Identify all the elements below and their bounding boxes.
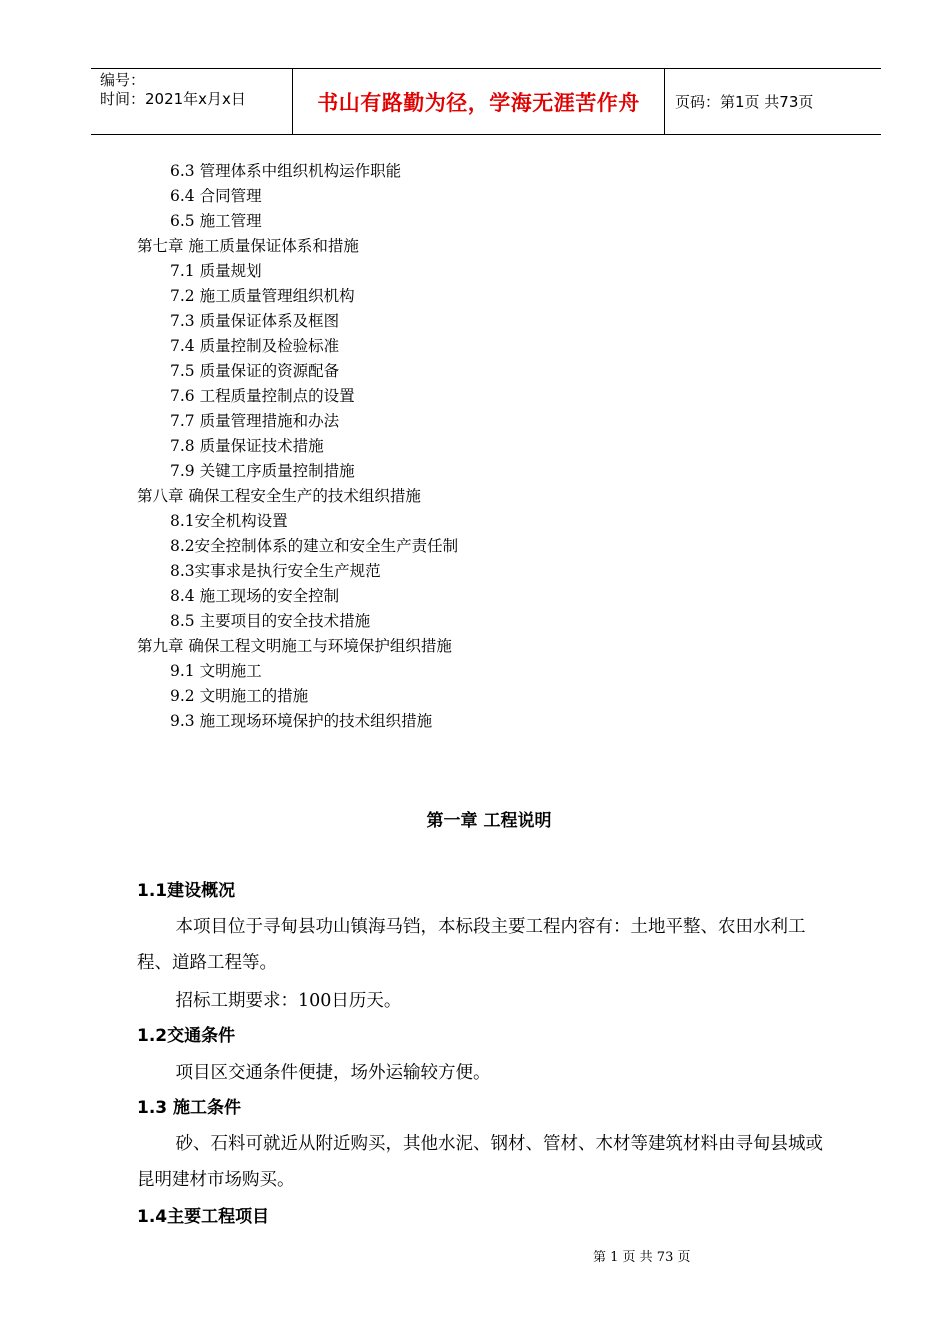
section-heading: 1.1建设概况 — [137, 881, 236, 901]
toc-item: 6.4 合同管理 — [170, 187, 262, 205]
paragraph: 本项目位于寻甸县功山镇海马铛，本标段主要工程内容有：土地平整、农田水利工程、道路工程等。 — [137, 917, 806, 973]
toc-chapter: 第七章 施工质量保证体系和措施 — [137, 237, 359, 255]
toc-item: 7.5 质量保证的资源配备 — [170, 362, 340, 380]
paragraph: 招标工期要求：100日历天。 — [175, 991, 402, 1011]
toc-item: 7.2 施工质量管理组织机构 — [170, 287, 355, 305]
toc-chapter: 第八章 确保工程安全生产的技术组织措施 — [137, 487, 421, 505]
toc-item: 6.3 管理体系中组织机构运作职能 — [170, 162, 402, 180]
toc-item: 6.5 施工管理 — [170, 212, 262, 230]
toc-item: 8.4 施工现场的安全控制 — [170, 587, 340, 605]
toc-item: 7.3 质量保证体系及框图 — [170, 312, 340, 330]
header-motto: 书山有路勤为径，学海无涯苦作舟 — [293, 69, 665, 134]
document-number-label: 编号： — [100, 71, 146, 89]
toc-item: 7.4 质量控制及检验标准 — [170, 337, 340, 355]
page-footer: 第 1 页 共 73 页 — [593, 1250, 691, 1265]
toc-chapter: 第九章 确保工程文明施工与环境保护组织措施 — [137, 637, 452, 655]
toc-item: 9.2 文明施工的措施 — [170, 687, 309, 705]
toc-item: 7.9 关键工序质量控制措施 — [170, 462, 355, 480]
toc-item: 7.6 工程质量控制点的设置 — [170, 387, 355, 405]
toc-item: 7.7 质量管理措施和办法 — [170, 412, 340, 430]
paragraph: 项目区交通条件便捷，场外运输较方便。 — [175, 1063, 491, 1083]
toc-item: 8.1安全机构设置 — [170, 512, 288, 530]
toc-item: 8.2安全控制体系的建立和安全生产责任制 — [170, 537, 459, 555]
toc-item: 8.3实事求是执行安全生产规范 — [170, 562, 381, 580]
header-page-label: 页码：第1页 共73页 — [675, 93, 814, 111]
document-time-label: 时间：2021年x月x日 — [100, 90, 246, 108]
paragraph: 砂、石料可就近从附近购买，其他水泥、钢材、管材、木材等建筑材料由寻甸县城或昆明建材市场购买。 — [137, 1134, 823, 1190]
toc-item: 8.5 主要项目的安全技术措施 — [170, 612, 371, 630]
toc-item: 7.1 质量规划 — [170, 262, 262, 280]
section-heading: 1.4主要工程项目 — [137, 1207, 270, 1227]
toc-item: 9.1 文明施工 — [170, 662, 262, 680]
toc-item: 9.3 施工现场环境保护的技术组织措施 — [170, 712, 433, 730]
toc-item: 7.8 质量保证技术措施 — [170, 437, 324, 455]
chapter-title: 第一章 工程说明 — [426, 811, 552, 831]
page-header — [91, 68, 881, 135]
section-heading: 1.3 施工条件 — [137, 1098, 242, 1118]
section-heading: 1.2交通条件 — [137, 1026, 236, 1046]
header-meta-cell — [91, 69, 293, 134]
